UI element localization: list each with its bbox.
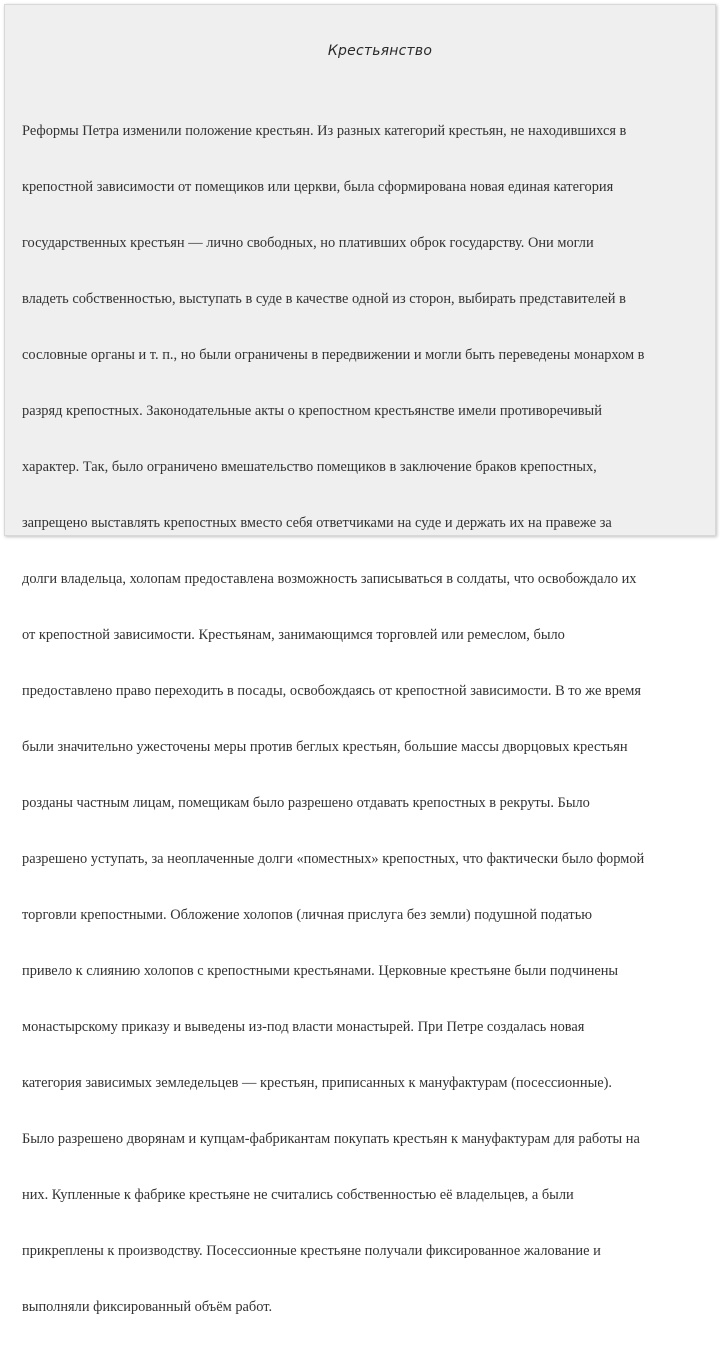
text-line: Реформы Петра изменили положение крестьян. Из разных категорий крестьян, не находившихся в <box>22 123 627 140</box>
text-line: категория зависимых земледельцев — крестьян, приписанных к мануфактурам (посессионные). <box>22 1074 613 1091</box>
text-line: владеть собственностью, выступать в суде в качестве одной из сторон, выбирать представителей в <box>22 291 626 308</box>
text-line: характер. Так, было ограничено вмешательство помещиков в заключение браков крепостных, <box>22 459 597 476</box>
text-line: сословные органы и т. п., но были ограничены в передвижении и могли быть переведены монархом в <box>22 347 645 364</box>
text-line: от крепостной зависимости. Крестьянам, занимающимся торговлей или ремеслом, было <box>22 627 565 644</box>
slide-body-text <box>22 85 719 1354</box>
text-line: разряд крепостных. Законодательные акты о крепостном крестьянстве имели противоречивый <box>22 403 602 420</box>
text-line: крепостной зависимости от помещиков или церкви, была сформирована новая единая категория <box>22 179 614 196</box>
text-line: предоставлено право переходить в посады, освобождаясь от крепостной зависимости. В то же время <box>22 683 642 699</box>
text-line: них. Купленные к фабрике крестьяне не считались собственностью её владельцев, а были <box>22 1186 574 1203</box>
text-line: запрещено выставлять крепостных вместо себя ответчиками на суде и держать их на правеже за <box>22 515 612 532</box>
text-line: разрешено уступать, за неоплаченные долги «поместных» крепостных, что фактически было формой <box>22 850 645 867</box>
text-line: Было разрешено дворянам и купцам-фабрикантам покупать крестьян к мануфактурам для работы на <box>22 1130 640 1147</box>
text-line: долги владельца, холопам предоставлена возможность записываться в солдаты, что освобождало их <box>22 571 637 588</box>
text-line: монастырскому приказу и выведены из-под власти монастырей. При Петре создалась новая <box>22 1018 585 1035</box>
slide-title: Крестьянство <box>327 43 433 59</box>
text-line: торговли крепостными. Обложение холопов (личная прислуга без земли) подушной податью <box>22 906 593 923</box>
text-line: прикреплены к производству. Посессионные крестьяне получали фиксированное жалование и <box>22 1242 601 1259</box>
text-line: были значительно ужесточены меры против беглых крестьян, большие массы дворцовых крестьян <box>22 738 628 755</box>
text-line: государственных крестьян — лично свободных, но плативших оброк государству. Они могли <box>22 235 594 252</box>
text-line: выполняли фиксированный объём работ. <box>22 1298 273 1315</box>
text-line: розданы частным лицам, помещикам было разрешено отдавать крепостных в рекруты. Было <box>22 794 590 811</box>
slide-frame <box>4 4 716 1315</box>
text-line: привело к слиянию холопов с крепостными крестьянами. Церковные крестьяне были подчинены <box>22 962 619 979</box>
